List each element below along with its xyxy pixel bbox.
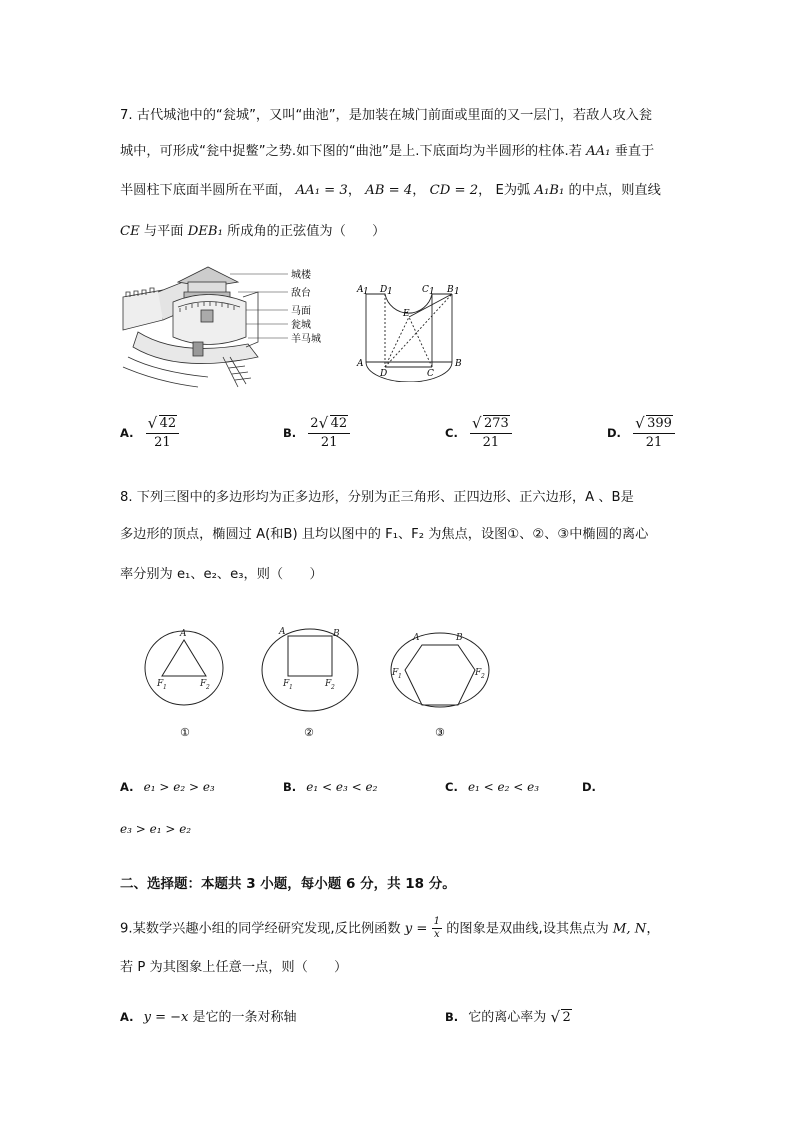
section-heading: 二、选择题：本题共 3 小题，每小题 6 分，共 18 分。 [120, 876, 456, 892]
q8-line-2: 多边形的顶点，椭圆过 A(和B) 且均以图中的 F₁、F₂ 为焦点，设图①、②、③中椭圆的离心 [120, 527, 649, 542]
q9-option-a[interactable]: A. y = −x 是它的一条对称轴 [120, 1010, 297, 1025]
svg-text:1: 1 [363, 287, 369, 297]
q8-option-c[interactable]: C. e₁ < e₂ < e₃ [445, 780, 540, 794]
q7-option-d[interactable]: D. √ 399 21 [607, 415, 675, 452]
func-y: y = [404, 921, 428, 937]
svg-text:A: A [357, 285, 364, 295]
half-cylinder-diagram [352, 282, 467, 382]
svg-text:2: 2 [331, 684, 335, 691]
svg-text:D: D [380, 369, 388, 379]
q7-line-4: CE 与平面 DEB₁ 所成角的正弦值为（ ） [120, 224, 386, 239]
svg-text:A: A [357, 359, 364, 369]
svg-text:2: 2 [481, 673, 485, 680]
svg-text:E: E [403, 309, 410, 319]
foci-mn: M, N [612, 921, 647, 937]
svg-text:1: 1 [387, 287, 393, 297]
label-chenglou: 城楼 [291, 270, 311, 281]
triangle [162, 640, 206, 676]
svg-text:1: 1 [398, 673, 402, 680]
svg-text:F: F [325, 679, 332, 689]
aa1-symbol: AA₁ [586, 144, 611, 159]
func-fraction: $\frac{1}{x}$ [433, 916, 441, 940]
eq-ab: AB = 4 [365, 183, 413, 198]
caption-1: ① [180, 726, 190, 739]
q8-option-a[interactable]: A. e₁ > e₂ > e₃ [120, 780, 215, 794]
q8-option-d-text: e₃ > e₁ > e₂ [120, 822, 192, 836]
eq-cd: CD = 2 [429, 183, 479, 198]
q9-option-b[interactable]: B. 它的离心率为 √ 2 [445, 1008, 571, 1026]
q7-option-b[interactable]: B. 2 √ 42 21 [283, 415, 350, 452]
svg-text:C: C [422, 285, 429, 295]
svg-text:F: F [157, 679, 164, 689]
svg-text:1: 1 [429, 287, 435, 297]
q8-line-1: 8. 下列三图中的多边形均为正多边形，分别为正三角形、正四边形、正六边形，A 、B是 [120, 490, 634, 505]
ellipse-figures [140, 620, 500, 745]
q8-option-d[interactable]: D. [582, 780, 596, 794]
hexagon [405, 645, 475, 705]
q7-option-c[interactable]: C. √ 273 21 [445, 415, 512, 452]
line-ce: CE [120, 224, 140, 239]
svg-text:F: F [200, 679, 207, 689]
label-yangmacheng: 羊马城 [291, 334, 321, 345]
arc-a1b1: A₁B₁ [534, 183, 565, 198]
svg-text:A: A [413, 633, 420, 643]
q7-line-2: 城中，可形成“瓮中捉鳖”之势.如下图的“曲池”是上.下底面均为半圆形的柱体.若 AA₁ 垂直于 [120, 144, 655, 159]
q7-option-a[interactable]: A. √ 42 21 [120, 415, 179, 452]
sqrt-two: √ 2 [550, 1008, 571, 1026]
q7-line-1: 7. 古代城池中的“瓮城”，又叫“曲池”，是加装在城门前面或里面的又一层门，若敌人攻入瓮 [120, 108, 653, 123]
svg-text:2: 2 [206, 684, 210, 691]
caption-3: ③ [435, 726, 445, 739]
ellipse-1 [145, 631, 223, 705]
label-wengcheng: 瓮城 [291, 320, 311, 331]
label-ditai: 敌台 [291, 288, 311, 299]
svg-text:B: B [333, 629, 340, 639]
square [288, 636, 332, 676]
svg-text:1: 1 [289, 684, 293, 691]
svg-text:F: F [392, 668, 399, 678]
label-mamian: 马面 [291, 306, 311, 317]
eq-aa1: AA₁ = 3 [295, 183, 348, 198]
q8-line-3: 率分别为 e₁、e₂、e₃，则（ ） [120, 567, 323, 582]
q9-line-1: 9.某数学兴趣小组的同学经研究发现,反比例函数 y = $\frac{1}{x}$ 的图象是双曲线,设其焦点为 M, N， [120, 916, 660, 940]
svg-text:1: 1 [454, 287, 460, 297]
svg-text:A: A [279, 627, 286, 637]
plane-deb1: DEB₁ [187, 224, 223, 239]
svg-text:B: B [447, 285, 454, 295]
svg-text:A: A [180, 629, 187, 639]
svg-text:B: B [456, 633, 463, 643]
svg-text:B: B [455, 359, 462, 369]
svg-text:D: D [380, 285, 388, 295]
q9-line-2: 若 P 为其图象上任意一点，则（ ） [120, 960, 348, 975]
ellipse-2 [262, 629, 358, 711]
svg-text:1: 1 [163, 684, 167, 691]
svg-text:F: F [475, 668, 482, 678]
q7-line-3: 半圆柱下底面半圆所在平面， AA₁ = 3， AB = 4， CD = 2， E为弧 A₁B₁ 的中点，则直线 [120, 183, 661, 198]
svg-text:C: C [427, 369, 434, 379]
q8-option-b[interactable]: B. e₁ < e₃ < e₂ [283, 780, 378, 794]
castle-illustration [118, 262, 333, 390]
caption-2: ② [304, 726, 314, 739]
svg-text:F: F [283, 679, 290, 689]
